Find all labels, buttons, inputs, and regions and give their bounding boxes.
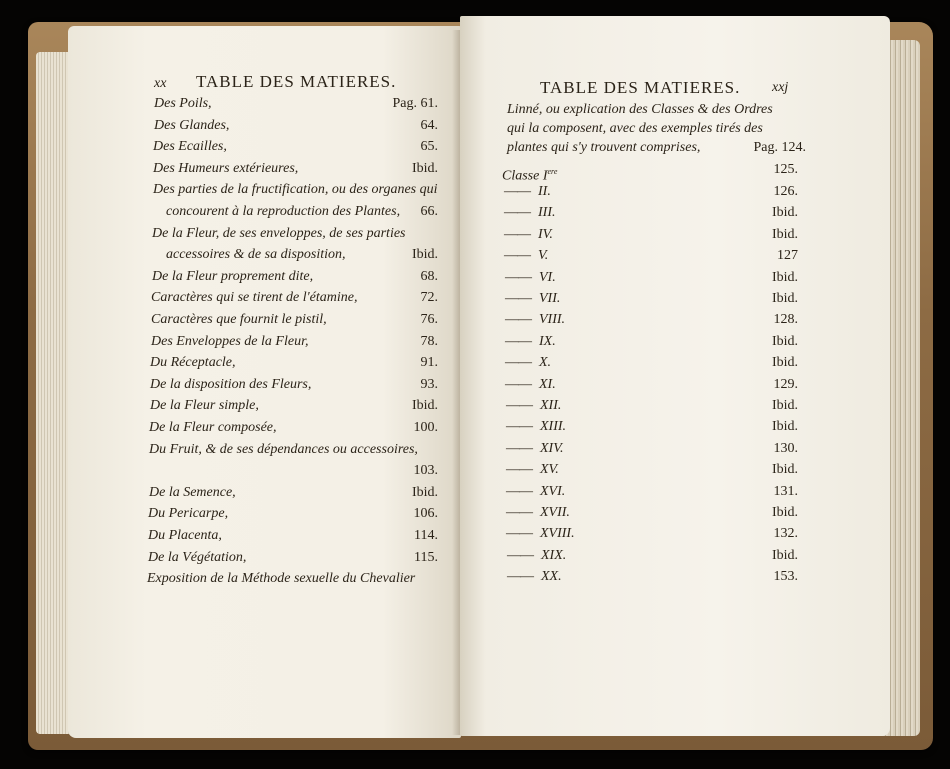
toc-entry-page: 64. [420, 117, 438, 133]
toc-entry-text: Des Ecailles, [153, 139, 227, 155]
class-dash: —— [506, 505, 532, 520]
toc-entry-page: 68. [420, 268, 438, 284]
class-page: Ibid. [771, 269, 798, 285]
class-row [506, 484, 565, 500]
toc-entry-page: 106. [413, 506, 438, 522]
class-numeral: IX. [539, 333, 556, 349]
toc-entry-page: 72. [420, 290, 438, 306]
toc-entry-text: De la Végétation, [148, 549, 247, 565]
toc-entry-text: De la Fleur proprement dite, [152, 268, 314, 284]
class-page: 127 [777, 248, 798, 264]
class-numeral: XV. [540, 462, 559, 478]
class-page: Ibid. [771, 291, 798, 306]
toc-entry-page: Ibid. [411, 398, 438, 414]
toc-entry-page: Pag. 61. [392, 96, 438, 111]
toc-entry-text: Caractères que fournit le pistil, [151, 312, 327, 327]
toc-entry-text: Du Placenta, [148, 528, 222, 543]
class-numeral: XIV. [540, 440, 564, 456]
class-dash: —— [505, 333, 531, 349]
class-page: 129. [773, 376, 798, 392]
class-dash: —— [504, 205, 530, 221]
left-page-header: TABLE DES MATIERES. [196, 72, 397, 91]
toc-entry-page: 115. [414, 549, 438, 565]
class-numeral: VII. [539, 291, 561, 306]
class-row [507, 569, 562, 585]
toc-entry-text: Des Humeurs extérieures, [153, 160, 299, 176]
class-page: Ibid. [771, 333, 798, 349]
toc-entry-page: Ibid. [411, 160, 438, 176]
class-numeral: III. [538, 205, 556, 221]
class-dash: —— [506, 419, 532, 435]
class-page: Ibid. [771, 505, 798, 520]
class-dash: —— [505, 376, 531, 392]
class-numeral: VIII. [539, 312, 566, 328]
class-page: Ibid. [771, 226, 798, 242]
class-dash: —— [507, 547, 533, 563]
class-page: 153. [773, 569, 798, 585]
toc-entry-page: 76. [420, 312, 438, 327]
toc-entry-text: Des Poils, [154, 96, 212, 111]
toc-entry-text: concourent à la reproduction des Plantes, [166, 204, 401, 219]
class-numeral: IV. [538, 226, 553, 242]
class-dash: —— [504, 248, 530, 264]
first-class-label: Classe Iere [502, 167, 558, 184]
intro-line-3: plantes qui s'y trouvent comprises, [507, 140, 701, 155]
class-dash: —— [506, 462, 532, 478]
toc-entry-text: De la disposition des Fleurs, [150, 376, 312, 392]
toc-entry-text: De la Semence, [149, 484, 236, 500]
class-page: 132. [773, 526, 798, 542]
toc-entry-page: 103. [413, 463, 438, 479]
class-numeral: X. [539, 355, 552, 371]
class-numeral: XVII. [540, 505, 570, 520]
class-row [506, 441, 563, 457]
class-page: 128. [773, 312, 798, 328]
class-numeral: II. [538, 184, 551, 199]
toc-entry-text: De la Fleur, de ses enveloppes, de ses parties [152, 225, 406, 241]
toc-entry-text: Exposition de la Méthode sexuelle du Chevalier [147, 571, 416, 587]
class-dash: —— [505, 355, 531, 371]
class-row [506, 398, 561, 414]
toc-entry-page: 65. [420, 139, 438, 155]
toc-entry-text: Du Réceptacle, [150, 355, 236, 371]
first-class-page: 125. [773, 162, 798, 177]
right-page [460, 16, 890, 736]
toc-entry-text: De la Fleur composée, [149, 420, 277, 435]
class-row [504, 205, 556, 221]
toc-entry-page: 100. [413, 420, 438, 435]
class-page: Ibid. [771, 355, 798, 371]
class-numeral: XIX. [541, 547, 567, 563]
toc-entry-page: 78. [420, 333, 438, 349]
class-dash: —— [505, 312, 531, 328]
class-dash: —— [506, 483, 532, 499]
class-numeral: XVIII. [540, 526, 575, 542]
toc-entry-text: Du Pericarpe, [148, 506, 229, 522]
class-row [505, 377, 556, 393]
class-row [505, 334, 556, 350]
right-page-header: TABLE DES MATIERES. [540, 78, 741, 97]
class-row [504, 227, 553, 243]
class-dash: —— [504, 184, 530, 199]
class-page: 126. [773, 184, 798, 199]
right-folio: xxj [772, 80, 789, 95]
class-dash: —— [507, 569, 533, 585]
intro-page: Pag. 124. [753, 140, 806, 155]
class-numeral: XI. [539, 376, 556, 392]
class-dash: —— [504, 226, 530, 242]
left-folio: xx [154, 76, 167, 91]
class-numeral: V. [538, 248, 549, 264]
class-row [507, 548, 566, 564]
class-page: Ibid. [771, 462, 798, 478]
class-numeral: XVI. [540, 483, 566, 499]
class-row [505, 355, 551, 371]
class-page: Ibid. [771, 398, 798, 413]
class-dash: —— [505, 269, 531, 285]
toc-entry-text: Des Enveloppes de la Fleur, [151, 333, 309, 349]
toc-entry-text: Des parties de la fructification, ou des organes qui [153, 182, 438, 198]
class-row [505, 270, 556, 286]
class-numeral: XX. [541, 569, 562, 585]
class-row [506, 419, 566, 435]
class-dash: —— [506, 526, 532, 542]
class-numeral: XIII. [540, 419, 567, 435]
toc-entry-page: 66. [420, 204, 438, 219]
class-row [506, 462, 559, 478]
class-row [504, 248, 548, 264]
class-page: Ibid. [771, 205, 798, 221]
class-dash: —— [505, 291, 531, 306]
class-row [506, 505, 570, 521]
class-page: Ibid. [771, 419, 798, 435]
class-row [506, 526, 575, 542]
intro-line-1: Linné, ou explication des Classes & des Ordres [507, 102, 773, 117]
toc-entry-page: Ibid. [411, 247, 438, 263]
class-page: Ibid. [771, 547, 798, 563]
left-page [68, 26, 461, 738]
toc-entry-text: accessoires & de sa disposition, [166, 247, 346, 263]
class-dash: —— [506, 398, 532, 413]
class-row [505, 291, 560, 307]
toc-entry-text: Du Fruit, & de ses dépendances ou accessoires, [149, 441, 418, 457]
toc-entry-text: Des Glandes, [154, 117, 230, 133]
toc-entry-page: 93. [420, 376, 438, 392]
class-page: 131. [773, 483, 798, 499]
toc-entry-page: 91. [420, 355, 438, 371]
toc-entry-page: Ibid. [411, 484, 438, 500]
toc-entry-text: De la Fleur simple, [150, 398, 259, 414]
class-dash: —— [506, 440, 532, 456]
class-row [504, 184, 551, 200]
class-numeral: XII. [540, 398, 562, 413]
toc-entry-page: 114. [414, 528, 438, 543]
intro-line-2: qui la composent, avec des exemples tirés des [507, 121, 763, 136]
toc-entry-text: Caractères qui se tirent de l'étamine, [151, 290, 358, 306]
class-numeral: VI. [539, 269, 556, 285]
class-row [505, 312, 565, 328]
class-page: 130. [773, 440, 798, 456]
